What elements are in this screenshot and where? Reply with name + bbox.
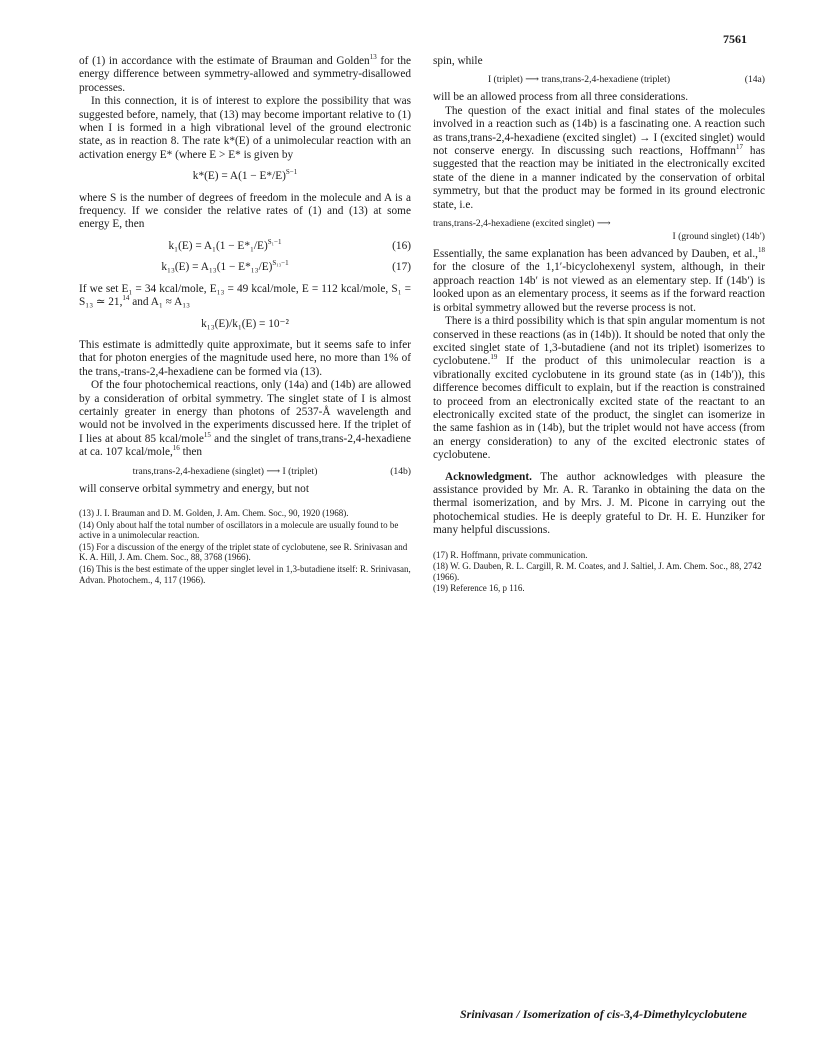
equation: $k*(E) = A(1 - E*/E)^{S-1}$: [192, 168, 298, 183]
footnotes: [433, 550, 765, 594]
equation-ratio: k₁₃(E)/k₁(E) = 10⁻²: [201, 317, 289, 330]
footnote: (14) Only about half the total number of oscillators in a molecule are usually found to be active in a unimolecular reaction.: [79, 519, 399, 541]
footnote: (17) R. Hoffmann, private communication.: [433, 549, 588, 560]
paragraph: will conserve orbital symmetry and energy, but not: [79, 482, 309, 495]
footnote: (16) This is the best estimate of the upper singlet level in 1,3-butadiene itself: R. Srinivasan, Advan. Photochem., 4, 117 (1966).: [79, 563, 411, 585]
paragraph: Of the four photochemical reactions, only (14a) and (14b) are allowed by a consideration of orbital symmetry. The singlet state of I is almost certainly greater in energy than photons of 2537-Å wavelength and would not be involved in the experiments discussed here. If the triplet of I lies at about 85 kcal/mole$^{15}$ and the singlet of trans,trans-2,4-hexadiene at ca. 107 kcal/mole,$^{16}$ then: [79, 379, 411, 459]
equation-16: $k_1(E) = A_1(1 - E*_1/E)^{S_1-1}$ (16): [168, 238, 411, 252]
paragraph: of (1) in accordance with the estimate of Brauman and Golden$^{13}$ for the energy difference between symmetry-allowed and symmetry-disallowed processes.: [79, 53, 411, 94]
footnotes: [79, 508, 411, 585]
paragraph: spin, while: [433, 55, 483, 67]
paragraph: where S is the number of degrees of freedom in the molecule and A is a frequency. If we consider the relative rates of (1) and (13) at some energy E, then: [79, 191, 411, 231]
left-column: [79, 55, 411, 586]
paragraph: The question of the exact initial and final states of the molecules involved in a reaction such as (14b) is a fascinating one. A reaction such as trans,trans-2,4-hexadiene (excited singlet) → I (excited singlet) would not conserve energy. In discussing such reactions, Hoffmann$^{17}$ has suggested that the reaction may be initiated in the electronically excited state of the diene in a manner indicated by the conservation of orbital symmetry, but that the product may be formed in its ground electronic state, i.e.: [433, 104, 765, 211]
paragraph: If we set E₁ = 34 kcal/mole, E₁₃ = 49 kcal/mole, E = 112 kcal/mole, S₁ = S₁₃ ≃ 21,14 and A₁ ≈ A₁₃: [79, 282, 411, 309]
paragraph: This estimate is admittedly quite approximate, but it seems safe to infer that for photon energies of the magnitude used here, no more than 1% of the trans,-trans-2,4-hexadiene can be formed via (13).: [79, 338, 411, 378]
reaction-14b: trans,trans-2,4-hexadiene (singlet) ⟶ I (triplet) (14b): [132, 465, 411, 477]
paragraph: Essentially, the same explanation has been advanced by Dauben, et al.,$^{18}$ for the closure of the 1,1′-bicyclohexenyl system, although, in their approach reaction 14b′ is not viewed as an elementary step. If (14b′) is looked upon as an elementary process, it seems as if the forward reaction is orbital symmetry allowed but the reverse process is not.: [433, 246, 765, 314]
paragraph: In this connection, it is of interest to explore the possibility that was suggested before, namely, that (13) may become important relative to (1) when I is formed in a high vibrational level of the ground electronic state, as in reaction 8. The rate k*(E) of a unimolecular reaction with an activation energy E* (where E > E* is given by: [79, 95, 411, 161]
right-column: [433, 55, 765, 595]
reaction-14a: I (triplet) ⟶ trans,trans-2,4-hexadiene (triplet) (14a): [487, 74, 765, 86]
footnote: (19) Reference 16, p 116.: [433, 583, 525, 594]
equation-17: $k_{13}(E) = A_{13}(1 - E*_{13}/E)^{S_{13}-1}$ (17): [161, 259, 411, 274]
paragraph: will be an allowed process from all three considerations.: [433, 91, 689, 104]
running-footer: Srinivasan / Isomerization of cis-3,4-Dimethylcyclobutene: [460, 1007, 747, 1021]
paragraph: There is a third possibility which is that spin angular momentum is not conserved in these reactions (as in (14b)). It should be noted that only the excited singlet state of 1,3-butadiene (and not its triplet) isomerizes to cyclobutene.$^{19}$ If the product of this unimolecular reaction is a vibrationally excited cyclobutene in its ground state (as in (14b′)), this difference becomes difficult to explain, but if the reaction is constrained to proceed from an electronically excited state of the reactant to an electronically excited state of the product, the singlet can isomerize in the same fashion as in (14b), but the triplet would not have access (from an energy consideration) to any of the excited electronic states of cyclobutene.: [433, 315, 765, 462]
footnote: (13) J. I. Brauman and D. M. Golden, J. Am. Chem. Soc., 90, 1920 (1968).: [79, 507, 349, 518]
footnote: (18) W. G. Dauben, R. L. Cargill, R. M. Coates, and J. Saltiel, J. Am. Chem. Soc., 88, 2742 (1966).: [433, 561, 762, 582]
footnote: (15) For a discussion of the energy of the triplet state of cyclobutene, see R. Srinivasan and K. A. Hill, J. Am. Chem. Soc., 88, 3768 (1966).: [79, 541, 408, 563]
reaction-14b-prime: trans,trans-2,4-hexadiene (excited singlet) ⟶ I (ground singlet) (14b′): [433, 218, 765, 243]
acknowledgment: Acknowledgment. The author acknowledges with pleasure the assistance provided by Mr. A. R. Taranko in obtaining the data on the thermal isomerization, and by Mrs. J. M. Picone in carrying out the photochemical studies. He is deeply grateful to Dr. H. E. Hunziker for many helpful discussions.: [433, 470, 765, 537]
page-number: 7561: [723, 32, 747, 46]
